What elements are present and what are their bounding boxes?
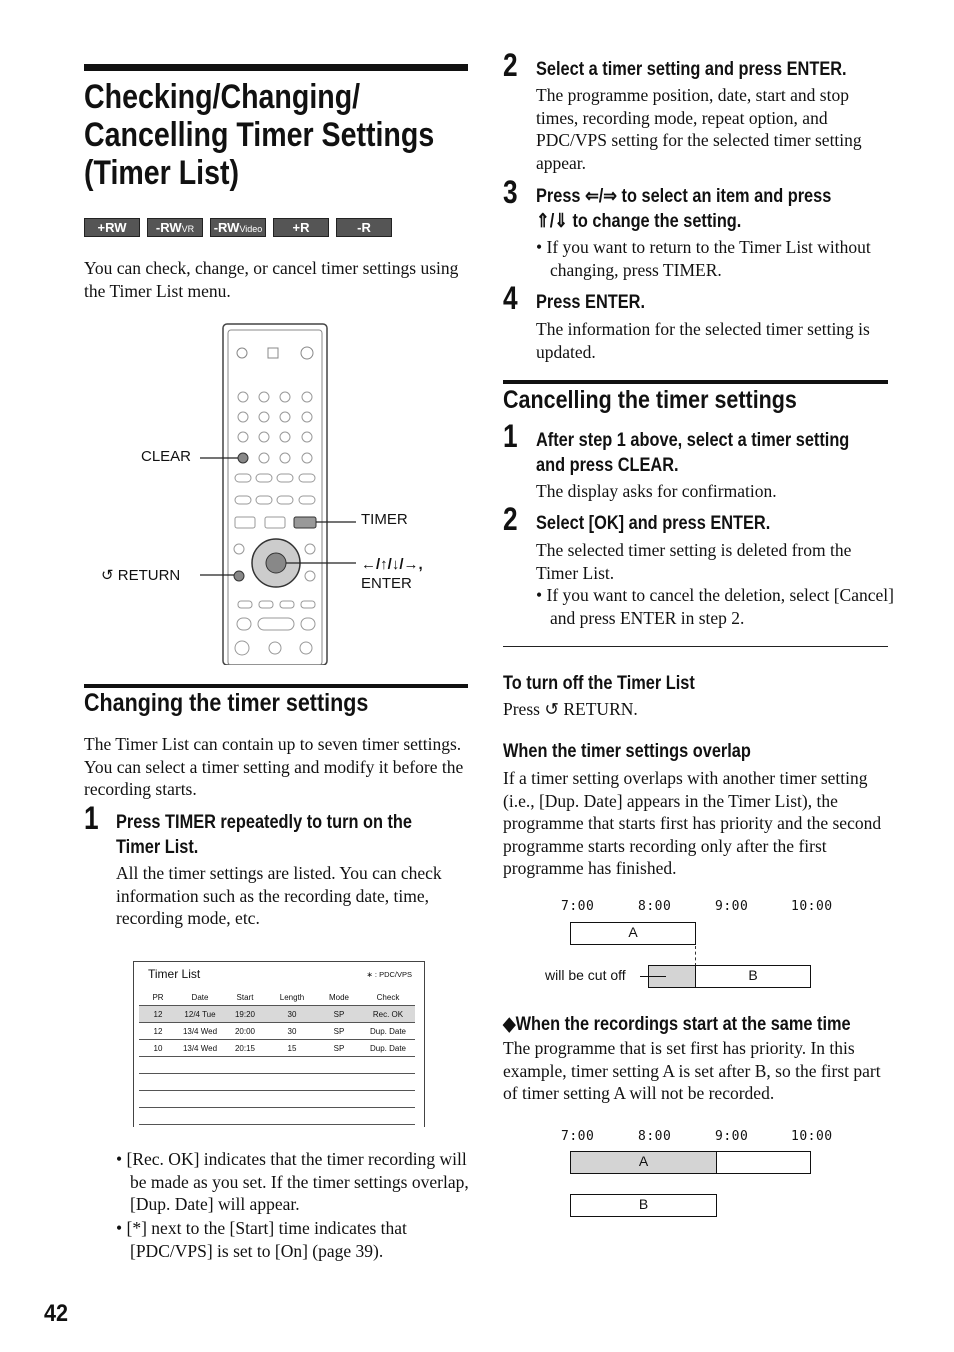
header-length: Length: [279, 992, 305, 1002]
arrows-label: [361, 555, 423, 593]
step-4-number: 4: [503, 280, 518, 316]
cancel-step-2-body: The selected timer setting is deleted from the Timer List.: [536, 540, 852, 583]
same-time-heading: ◆When the recordings start at the same time: [503, 1014, 851, 1035]
up-down-arrow-icon: ⇑/⇓: [536, 211, 568, 232]
cell-check: Dup. Date: [361, 1023, 415, 1040]
table-row[interactable]: [139, 1006, 415, 1023]
page-title: [84, 78, 484, 192]
header-start: Start: [236, 992, 254, 1002]
cancelling-rule: [503, 380, 888, 384]
return-label-text: RETURN: [117, 567, 181, 584]
table-row-empty[interactable]: [139, 1074, 415, 1091]
clear-label: CLEAR: [141, 448, 192, 465]
header-mode: Mode: [328, 992, 349, 1002]
step-4-body: The information for the selected timer setting is updated.: [536, 319, 870, 362]
title-line-1: Checking/Changing/: [84, 78, 361, 116]
time-label: 7:00: [561, 1129, 595, 1144]
step-3-bullet: • If you want to return to the Timer List without changing, press TIMER.: [536, 237, 871, 280]
badge-minus-rw-vr: -RWVR: [147, 218, 203, 237]
badge-plus-r: +R: [273, 218, 329, 237]
section-divider: [503, 646, 888, 647]
step-1-number: 1: [84, 800, 99, 836]
cell-check: Rec. OK: [361, 1006, 415, 1023]
step-1-body: All the timer settings are listed. You can check information such as the recording date, time, recording mode, etc.: [116, 863, 442, 929]
intro-text: You can check, change, or cancel timer settings using the Timer List menu.: [84, 258, 459, 301]
step-3-heading: Press ⇐/⇒ to select an item and press ⇑/⇓ to change the setting.: [536, 186, 832, 232]
pdc-bullet: • [*] next to the [Start] time indicates that [PDC/VPS] is set to [On] (page 39).: [116, 1218, 407, 1261]
title-line-2: Cancelling Timer Settings: [84, 116, 435, 154]
page-number: 42: [44, 1300, 69, 1327]
cancel-step-1-number: 1: [503, 418, 518, 454]
cell-pr: 12: [139, 1023, 177, 1040]
turn-off-body: Press ↺ RETURN.: [503, 699, 638, 719]
enter-label: ENTER: [361, 575, 412, 592]
remote-control-illustration: [117, 320, 460, 665]
timer-list-title: Timer List: [148, 967, 201, 981]
return-label: [101, 566, 180, 584]
cell-start: 20:00: [223, 1023, 267, 1040]
rec-ok-bullet: • [Rec. OK] indicates that the timer recording will be made as you set. If the timer settings overlap, [Dup. Date] will appear.: [116, 1149, 469, 1215]
turn-off-heading: To turn off the Timer List: [503, 673, 695, 694]
badge-plus-rw: +RW: [84, 218, 140, 237]
cell-length: 30: [267, 1023, 317, 1040]
time-label: 7:00: [561, 899, 595, 914]
cell-length: 15: [267, 1040, 317, 1057]
cell-start: 19:20: [223, 1006, 267, 1023]
timer-bar-b: B: [570, 1194, 717, 1217]
step-4-heading: Press ENTER.: [536, 292, 645, 313]
title-rule: [84, 64, 468, 71]
overlap-heading: When the timer settings overlap: [503, 741, 751, 762]
title-line-3: (Timer List): [84, 154, 239, 192]
step-2-number: 2: [503, 47, 518, 83]
cell-pr: 10: [139, 1040, 177, 1057]
timer-label: TIMER: [361, 511, 408, 528]
cut-off-label: will be cut off: [545, 967, 626, 983]
time-label: 8:00: [638, 1129, 672, 1144]
cancel-step-2-bullet: • If you want to cancel the deletion, select [Cancel] and press ENTER in step 2.: [536, 585, 894, 628]
time-label: 10:00: [791, 899, 833, 914]
pdc-vps-note: ∗ : PDC/VPS: [366, 970, 412, 979]
cut-off-leader: [640, 976, 666, 977]
return-icon: ↺: [544, 699, 559, 719]
table-row-empty[interactable]: [139, 1108, 415, 1125]
time-label: 8:00: [638, 899, 672, 914]
timer-bar-a-shaded: A: [570, 1151, 717, 1174]
cell-mode: SP: [317, 1023, 361, 1040]
cancel-step-1-heading: After step 1 above, select a timer setting and press CLEAR.: [536, 430, 850, 476]
step-1-heading: Press TIMER repeatedly to turn on the Timer List.: [116, 812, 412, 858]
return-icon: ↺: [101, 567, 114, 584]
changing-intro: The Timer List can contain up to seven timer settings. You can select a timer setting and modify it before the recording starts.: [84, 734, 464, 800]
cancel-step-2-heading: Select [OK] and press ENTER.: [536, 513, 771, 534]
diamond-icon: ◆: [503, 1014, 516, 1035]
cancelling-heading: Cancelling the timer settings: [503, 386, 797, 414]
timer-list-header-row: [139, 989, 415, 1006]
badge-minus-rw-video: -RWVideo: [210, 218, 266, 237]
same-time-body: The programme that is set first has priority. In this example, timer setting A is set after B, so the first part of timer setting A will not be recorded.: [503, 1038, 881, 1104]
header-check: Check: [376, 992, 400, 1002]
cell-start: 20:15: [223, 1040, 267, 1057]
time-label: 9:00: [715, 899, 749, 914]
table-row-empty[interactable]: [139, 1057, 415, 1074]
step-2-heading: Select a timer setting and press ENTER.: [536, 59, 847, 80]
cell-mode: SP: [317, 1006, 361, 1023]
timer-bar-b: B: [695, 965, 811, 988]
cell-mode: SP: [317, 1040, 361, 1057]
table-row[interactable]: [139, 1040, 415, 1057]
timer-list-table: [139, 989, 415, 1125]
cell-length: 30: [267, 1006, 317, 1023]
timer-bar-a: A: [570, 922, 696, 945]
cell-date: 13/4 Wed: [177, 1023, 223, 1040]
time-label: 9:00: [715, 1129, 749, 1144]
cell-pr: 12: [139, 1006, 177, 1023]
changing-heading: Changing the timer settings: [84, 689, 369, 717]
badge-minus-r: -R: [336, 218, 392, 237]
cell-date: 12/4 Tue: [177, 1006, 223, 1023]
cell-date: 13/4 Wed: [177, 1040, 223, 1057]
overlap-dashed-guide: [695, 946, 696, 966]
left-right-arrow-icon: ⇐/⇒: [585, 186, 618, 207]
cell-check: Dup. Date: [361, 1040, 415, 1057]
arrow-keys-icon: ←/↑/↓/→,: [361, 556, 423, 573]
header-pr: PR: [152, 992, 164, 1002]
header-date: Date: [191, 992, 209, 1002]
cancel-step-2-number: 2: [503, 501, 518, 537]
cancel-step-1-body: The display asks for confirmation.: [536, 481, 777, 501]
table-row-empty[interactable]: [139, 1091, 415, 1108]
time-label: 10:00: [791, 1129, 833, 1144]
step-2-body: The programme position, date, start and stop times, recording mode, repeat option, and PDC/VPS setting for the selected timer setting appear.: [536, 85, 862, 173]
overlap-body: If a timer setting overlaps with another timer setting (i.e., [Dup. Date] appears in the Timer List), the programme that starts first has priority and the second programme starts recording only after the first programme has finished.: [503, 768, 882, 879]
table-row[interactable]: [139, 1023, 415, 1040]
step-3-number: 3: [503, 174, 518, 210]
